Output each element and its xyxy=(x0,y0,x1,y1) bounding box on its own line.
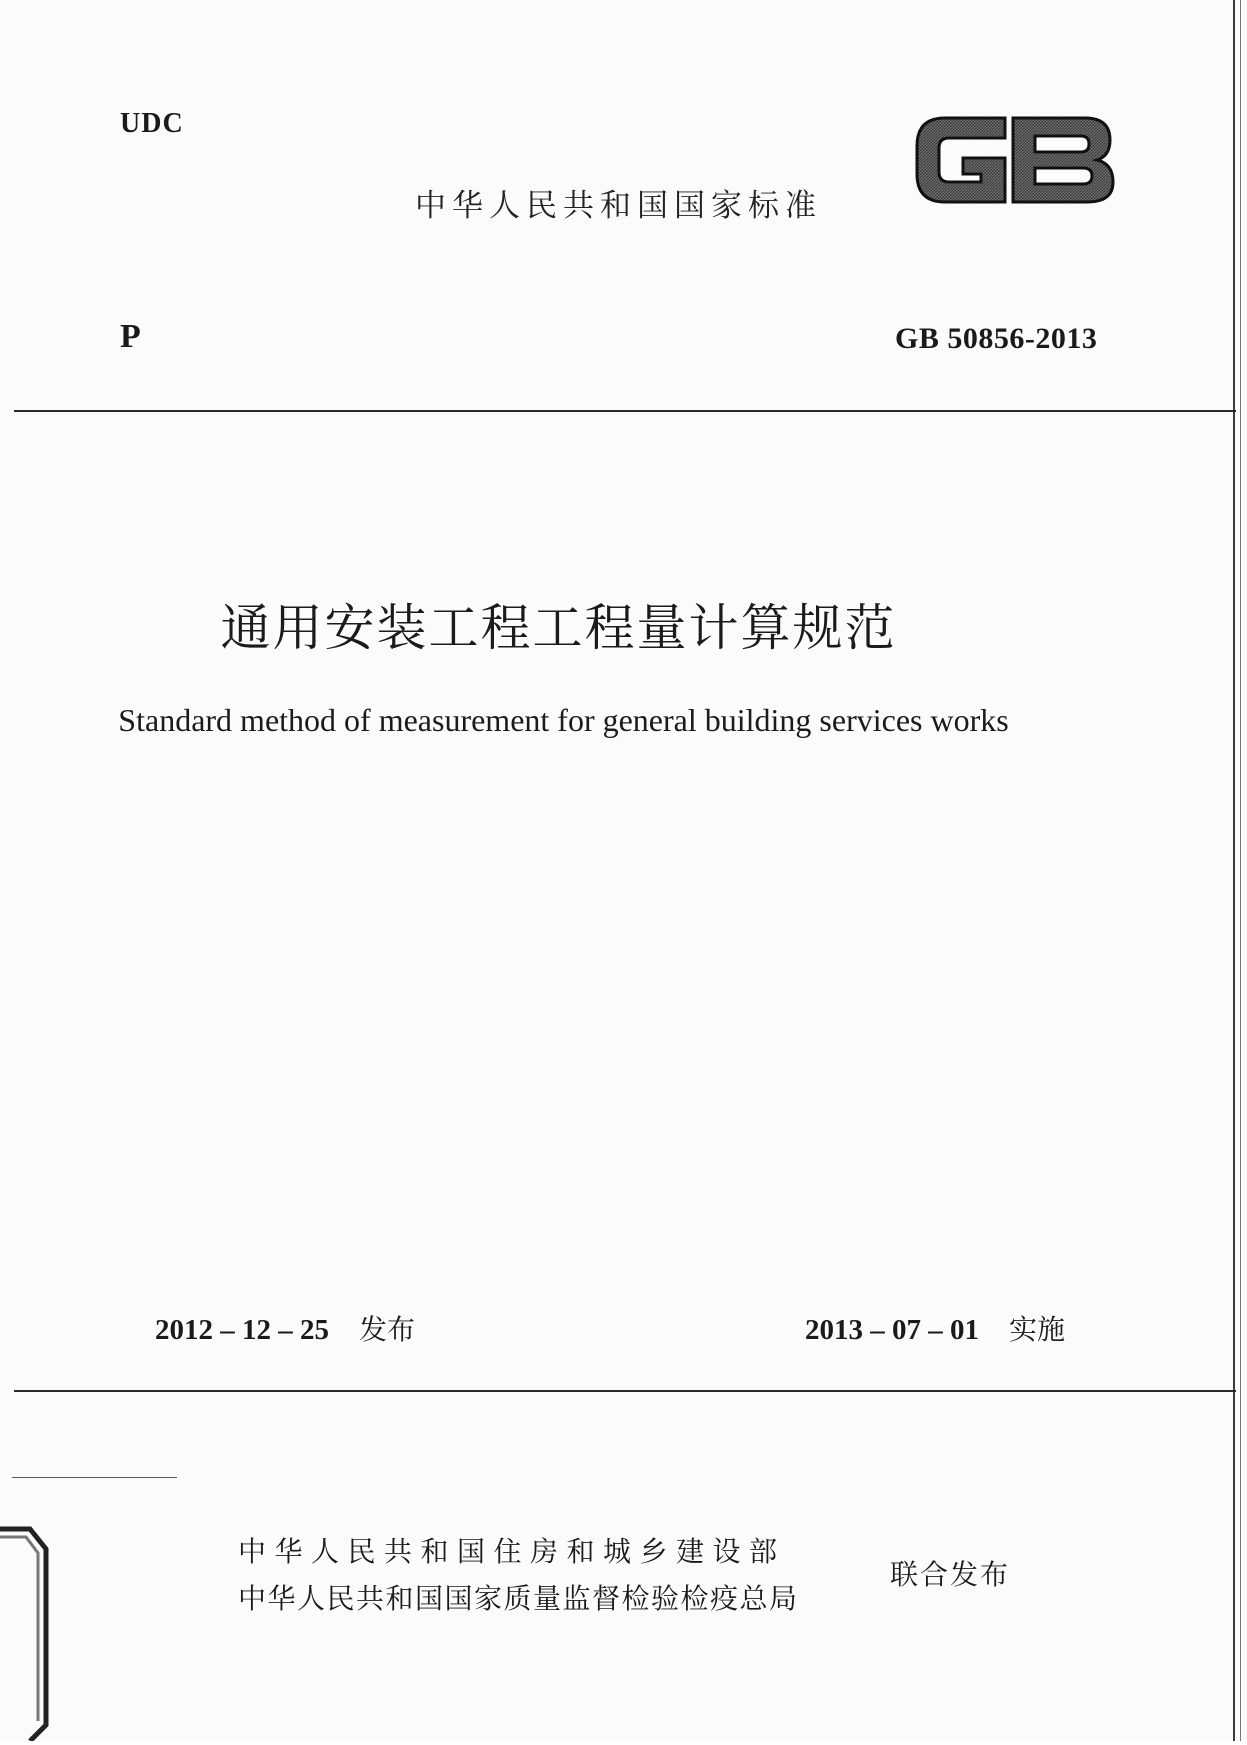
national-standard-heading: 中华人民共和国国家标准 xyxy=(415,188,822,224)
bottom-divider xyxy=(14,1390,1236,1392)
issuer-aqsiq: 中华人民共和国国家质量监督检验检疫总局 xyxy=(238,1582,799,1615)
issue-label: 发布 xyxy=(359,1313,416,1346)
short-dash-line xyxy=(12,1477,177,1478)
udc-label: UDC xyxy=(120,108,184,139)
issue-date: 2012 – 12 – 25 xyxy=(155,1314,329,1346)
issuer-ministry-housing: 中华人民共和国住房和城乡建设部 xyxy=(238,1535,786,1568)
right-edge-line-secondary xyxy=(1240,0,1241,1741)
issue-date-block xyxy=(155,1308,415,1348)
top-divider xyxy=(14,410,1236,412)
implement-date-block xyxy=(805,1308,1065,1348)
category-code: P xyxy=(120,318,141,355)
joint-issue-label: 联合发布 xyxy=(890,1558,1011,1591)
title-english: Standard method of measurement for general building services works xyxy=(118,702,1009,738)
implement-date: 2013 – 07 – 01 xyxy=(805,1314,979,1346)
implement-label: 实施 xyxy=(1009,1313,1066,1346)
title-chinese: 通用安装工程工程量计算规范 xyxy=(220,599,897,657)
right-edge-line xyxy=(1233,0,1235,1741)
gb-logo xyxy=(905,100,1125,220)
standard-number: GB 50856-2013 xyxy=(895,322,1098,355)
spine-edge-mark xyxy=(0,1525,52,1741)
